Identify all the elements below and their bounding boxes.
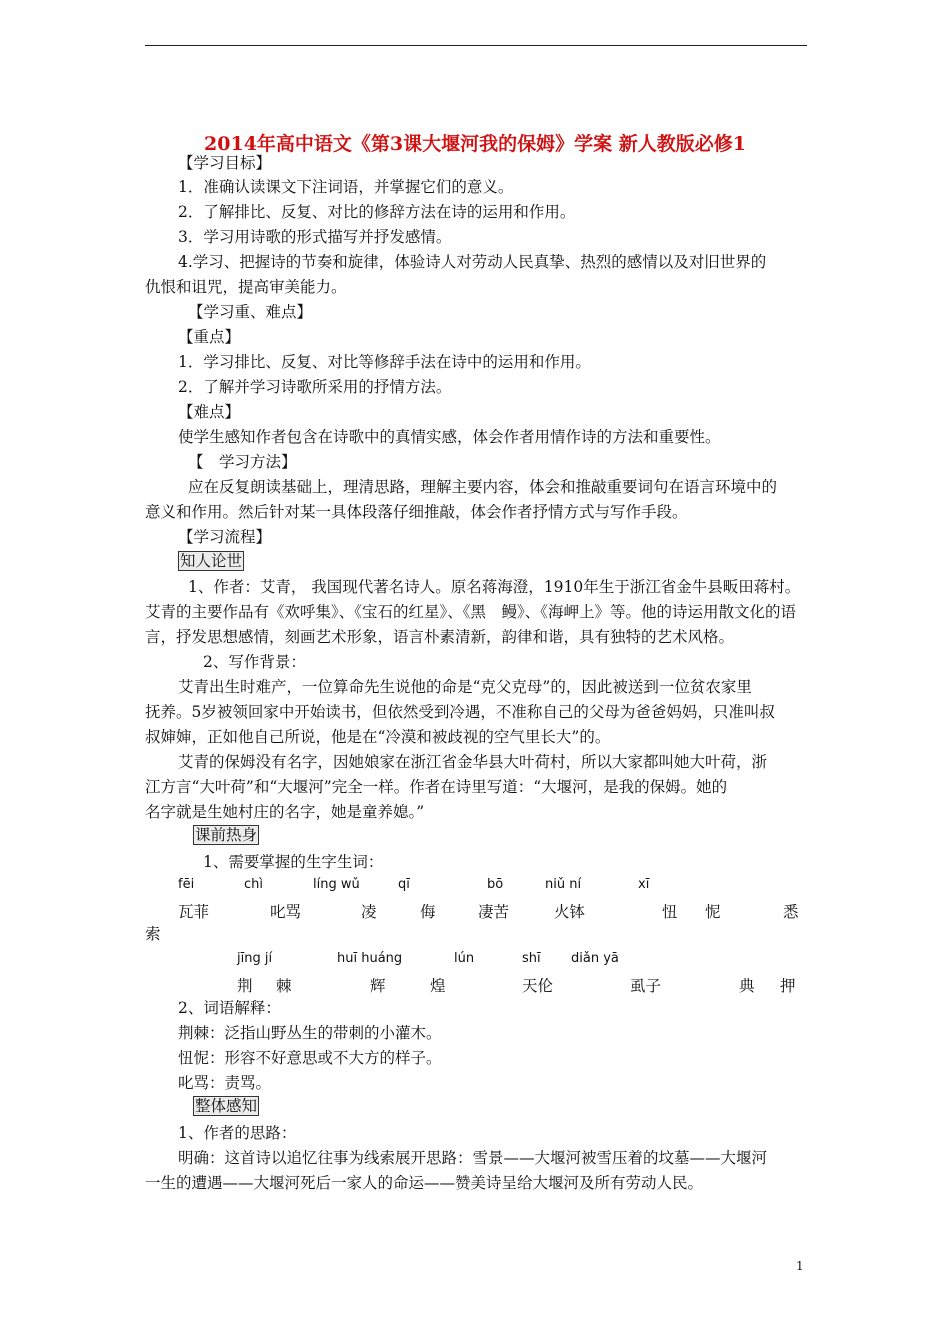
background-para-6: 名字就是生她村庄的名字，她是童养媳。” <box>145 803 425 821</box>
pinyin: lún <box>454 951 475 966</box>
thought-heading: 1、作者的思路： <box>178 1124 297 1142</box>
vocab-word: 悉 <box>783 903 799 921</box>
key-2: 2．了解并学习诗歌所采用的抒情方法。 <box>178 378 452 396</box>
glossary-item: 忸怩：形容不好意思或不大方的样子。 <box>178 1049 442 1067</box>
vocab-word: 凄苦 <box>478 903 510 921</box>
section-label: 整体感知 <box>195 1097 258 1115</box>
heading-method: 【 学习方法】 <box>188 453 297 471</box>
vocab-word: 火钵 <box>554 903 586 921</box>
vocab-word: 辉 <box>370 977 386 995</box>
section-author <box>178 552 244 570</box>
goal-4: 4.学习、把握诗的节奏和旋律，体验诗人对劳动人民真挚、热烈的感情以及对旧世界的 <box>178 253 767 271</box>
method-text: 应在反复朗读基础上，理清思路，理解主要内容，体会和推敲重要词句在语言环境中的 <box>188 478 778 496</box>
pinyin: shī <box>522 951 541 966</box>
background-heading: 2、写作背景： <box>203 653 306 671</box>
header-rule <box>145 45 807 46</box>
author-para-1: 1、作者：艾青， 我国现代著名诗人。原名蒋海澄，1910年生于浙江省金牛县畈田蒋村。 <box>188 578 801 596</box>
background-para-2: 抚养。5岁被领回家中开始读书，但依然受到冷遇，不准称自己的父母为爸爸妈妈，只准叫叔 <box>145 703 775 721</box>
goal-1: 1．准确认读课文下注词语，并掌握它们的意义。 <box>178 178 514 196</box>
vocab-word-wrap: 索 <box>145 925 161 943</box>
pinyin: diǎn yā <box>571 951 619 966</box>
goal-4-cont: 仇恨和诅咒，提高审美能力。 <box>145 278 347 296</box>
vocab-word: 荆 <box>237 977 253 995</box>
pinyin: niǔ ní <box>545 877 582 892</box>
vocab-word: 忸 <box>662 903 678 921</box>
vocab-heading: 1、需要掌握的生字生词： <box>203 853 384 871</box>
author-para-3: 言，抒发思想感情，刻画艺术形象，语言朴素清新，韵律和谐，具有独特的艺术风格。 <box>145 628 735 646</box>
vocab-word: 押 <box>780 977 796 995</box>
thought-para-1: 明确：这首诗以追忆往事为线索展开思路：雪景——大堰河被雪压着的坟墓——大堰河 <box>178 1149 768 1167</box>
vocab-word: 典 <box>739 977 755 995</box>
page-number: 1 <box>796 1259 804 1273</box>
pinyin: jīng jí <box>237 951 273 966</box>
goal-2: 2．了解排比、反复、对比的修辞方法在诗的运用和作用。 <box>178 203 576 221</box>
heading-key: 【重点】 <box>178 328 241 346</box>
vocab-word: 虱子 <box>630 977 662 995</box>
vocab-word: 棘 <box>276 977 292 995</box>
background-para-3: 叔婶婶，正如他自己所说，他是在“冷漠和被歧视的空气里长大”的。 <box>145 728 611 746</box>
vocab-word: 怩 <box>705 903 721 921</box>
vocab-word: 煌 <box>430 977 446 995</box>
method-text-cont: 意义和作用。然后针对某一具体段落仔细推敲，体会作者抒情方式与写作手段。 <box>145 503 688 521</box>
vocab-word: 瓦菲 <box>178 903 210 921</box>
pinyin: bō <box>487 877 504 892</box>
pinyin: xī <box>638 877 650 892</box>
background-para-4: 艾青的保姆没有名字，因她娘家在浙江省金华县大叶荷村，所以大家都叫她大叶荷，浙 <box>178 753 768 771</box>
section-label: 知人论世 <box>180 552 243 570</box>
vocab-word: 凌 <box>361 903 377 921</box>
vocab-word: 侮 <box>420 903 436 921</box>
difficult-text: 使学生感知作者包含在诗歌中的真情实感，体会作者用情作诗的方法和重要性。 <box>178 428 721 446</box>
pinyin: chì <box>244 877 263 892</box>
glossary-item: 荆棘：泛指山野丛生的带刺的小灌木。 <box>178 1024 442 1042</box>
section-warmup <box>193 826 259 844</box>
vocab-word: 天伦 <box>522 977 554 995</box>
glossary-heading: 2、词语解释： <box>178 999 281 1017</box>
heading-key-difficult: 【学习重、难点】 <box>188 303 313 321</box>
background-para-1: 艾青出生时难产，一位算命先生说他的命是“克父克母”的，因此被送到一位贫农家里 <box>178 678 752 696</box>
vocab-word: 叱骂 <box>270 903 302 921</box>
goal-3: 3．学习用诗歌的形式描写并抒发感情。 <box>178 228 452 246</box>
pinyin: fēi <box>178 877 195 892</box>
glossary-item: 叱骂：责骂。 <box>178 1074 272 1092</box>
pinyin: qī <box>398 877 410 892</box>
pinyin: líng wǔ <box>313 877 360 892</box>
heading-flow: 【学习流程】 <box>178 528 272 546</box>
key-1: 1．学习排比、反复、对比等修辞手法在诗中的运用和作用。 <box>178 353 591 371</box>
heading-goals: 【学习目标】 <box>178 154 272 172</box>
pinyin: huī huáng <box>337 951 403 966</box>
section-overview <box>193 1097 259 1115</box>
section-label: 课前热身 <box>195 826 258 844</box>
document-title: 2014年高中语文《第3课大堰河我的保姆》学案 新人教版必修1 <box>204 133 746 155</box>
thought-para-2: 一生的遭遇——大堰河死后一家人的命运——赞美诗呈给大堰河及所有劳动人民。 <box>145 1174 704 1192</box>
heading-difficult: 【难点】 <box>178 403 241 421</box>
background-para-5: 江方言“大叶荷”和“大堰河”完全一样。作者在诗里写道：“大堰河，是我的保姆。她的 <box>145 778 728 796</box>
author-para-2: 艾青的主要作品有《欢呼集》、《宝石的红星》、《黑 鳗》、《海岬上》等。他的诗运用散文化的语 <box>145 603 797 621</box>
